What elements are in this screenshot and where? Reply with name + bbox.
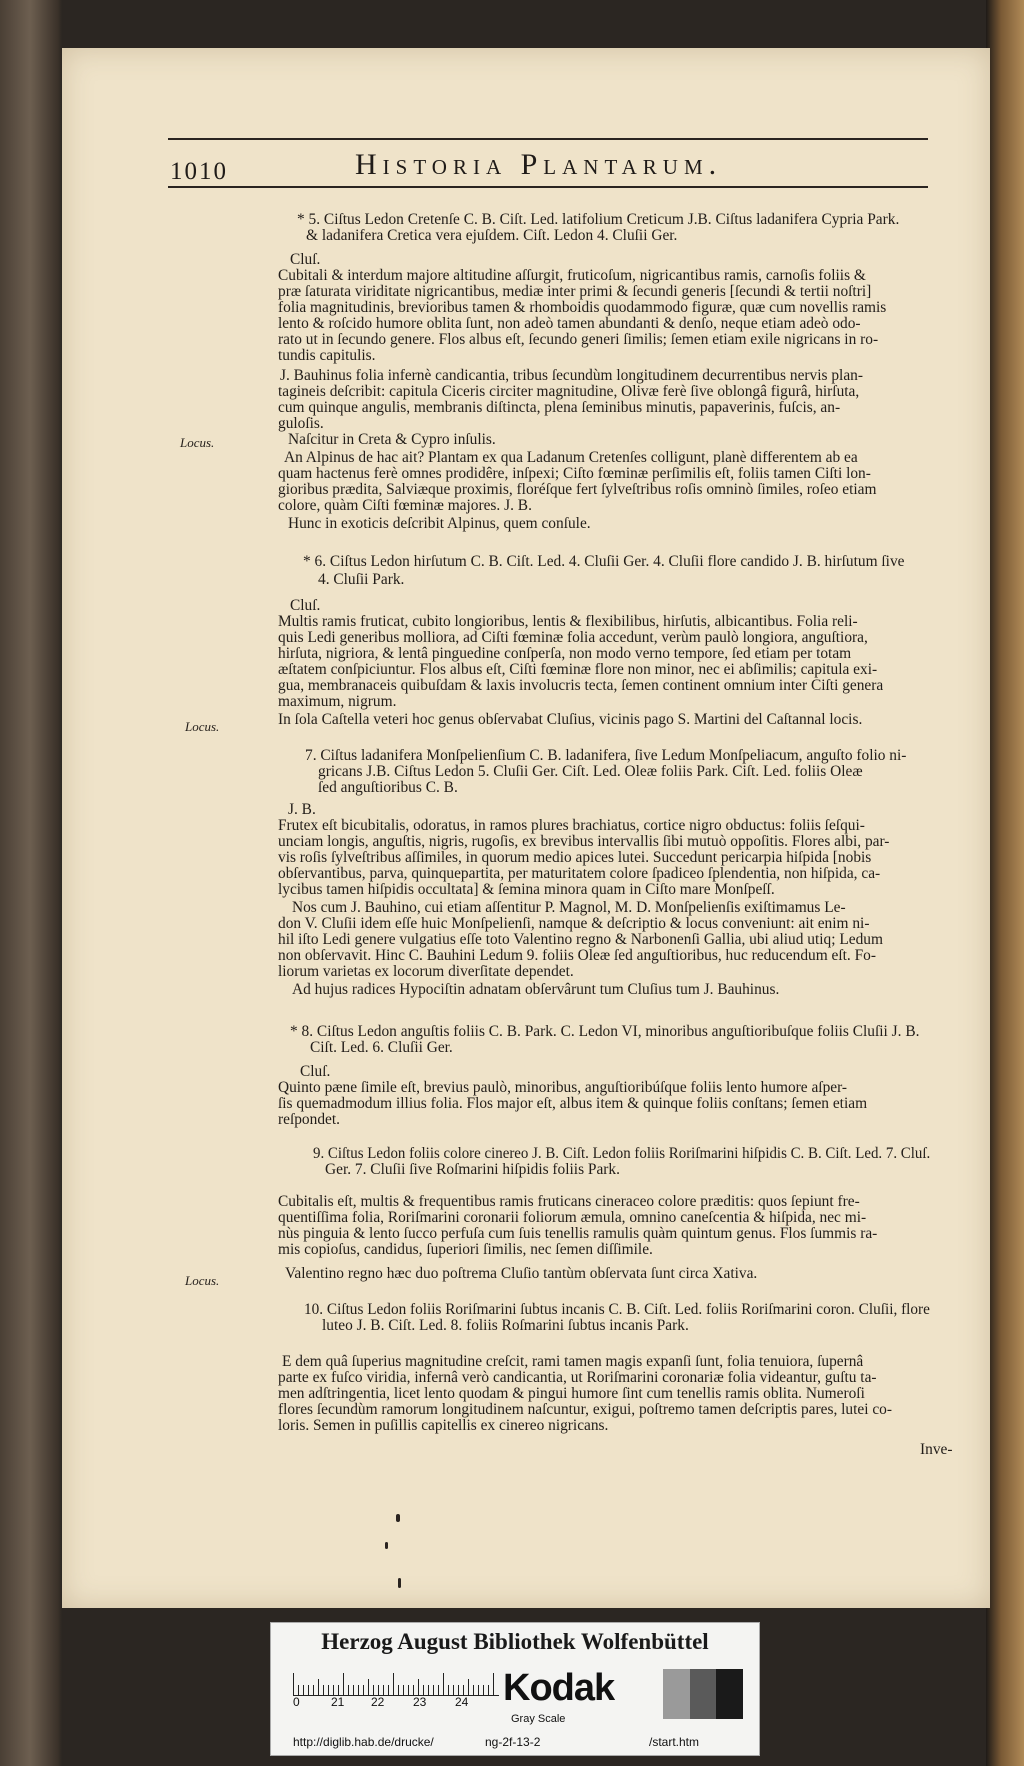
ruler-tick [433, 1685, 434, 1695]
ruler-tick [298, 1685, 299, 1695]
text-line: colore, quàm Ciſti fœminæ majores. J. B. [278, 497, 532, 514]
ruler-tick [343, 1673, 344, 1695]
text-line: flores ſecundùm ramorum longitudinem naſcuntur, exigui, poſtremo tamen deſcriptis pares, lutei co- [278, 1401, 892, 1418]
text-line: ſed anguſtioribus C. B. [318, 779, 458, 796]
ruler-tick [453, 1685, 454, 1695]
text-line: * 8. Ciſtus Ledon anguſtis foliis C. B. Park. C. Ledon VI, minoribus anguſtioribuſque foliis Cluſii J. B. [290, 1023, 920, 1040]
text-line: In ſola Caſtella veteri hoc genus obſervabat Cluſius, vicinis pago S. Martini del Caſtannal locis. [278, 711, 863, 728]
text-line: vis roſis ſylveſtribus aſſimiles, in quorum medio apices lutei. Succedunt pericarpia hiſpida [nobis [278, 849, 872, 866]
text-line: quis Ledi generibus molliora, ad Ciſti fœminæ folia accedunt, verùm paulò longiora, anguſtiora, [278, 629, 868, 646]
ruler-tick [458, 1685, 459, 1695]
url-label: http://diglib.hab.de/drucke/ [293, 1735, 434, 1749]
ruler-label: 24 [455, 1695, 469, 1709]
text-line: reſpondet. [278, 1111, 340, 1128]
text-line: liorum varietas ex locorum diverſitate dependet. [278, 963, 574, 980]
ink-speck [385, 1542, 388, 1549]
text-line: men adſtringentia, licet lento quodam & pingui humore ſint cum tenellis ramis oblita. Numeroſi [278, 1385, 865, 1402]
text-line: gricans J.B. Ciſtus Ledon 5. Cluſii Ger. Ciſt. Led. Oleæ foliis Park. Ciſt. Led. foliis Oleæ [318, 763, 863, 780]
ruler-tick [438, 1685, 439, 1695]
ruler-tick [403, 1685, 404, 1695]
swatch [716, 1669, 743, 1719]
margin-note-locus: Locus. [180, 435, 215, 450]
ruler-tick [333, 1685, 334, 1695]
ruler-tick [328, 1685, 329, 1695]
text-line: lycibus tamen hiſpidis occultata] & ſemina minora quam in Ciſto mare Monſpeſſ. [278, 881, 775, 898]
text-line: Cluſ. [300, 1063, 331, 1080]
ruler-tick [448, 1685, 449, 1695]
start-label: /start.htm [649, 1735, 700, 1749]
ruler-tick [373, 1685, 374, 1695]
ruler-tick [363, 1685, 364, 1695]
ruler-tick [443, 1673, 444, 1695]
text-line: An Alpinus de hac ait? Plantam ex qua Ladanum Cretenſes colligunt, planè differentem ab ea [284, 449, 858, 466]
ruler-label: 0 [293, 1695, 300, 1709]
margin-note-locus: Locus. [185, 719, 220, 734]
text-line: * 5. Ciſtus Ledon Cretenſe C. B. Ciſt. Led. latifolium Creticum J.B. Ciſtus ladanifera Cypria Park. [297, 211, 900, 228]
text-line: nùs pinguia & lento ſucco perfuſa cum ſuis tenellis ramulis quàm quintum genus. Flos ſummis ra- [278, 1225, 878, 1242]
text-line: 7. Ciſtus ladanifera Monſpelienſium C. B. ladanifera, ſive Ledum Monſpeliacum, anguſto folio ni- [305, 747, 907, 764]
text-line: Cubitali & interdum majore altitudine aſſurgit, fruticoſum, nigricantibus ramis, carnoſis foliis & [278, 267, 866, 284]
text-line: hirſuta, nigriora, & lentâ pinguedine conſperſa, non modo verno tempore, ſed etiam per totam [278, 645, 852, 662]
text-line: gua, membranaceis quibuſdam & laxis involucris tecta, ſemen continent omnium inter Ciſti genera [278, 677, 884, 694]
text-line: E dem quâ ſuperius magnitudine creſcit, rami tamen magis expanſi ſunt, folia tenuiora, ſupernâ [282, 1353, 864, 1370]
text-line: ſis quemadmodum illius folia. Flos major eſt, albus item & quinque foliis conſtans; ſemen etiam [278, 1095, 868, 1112]
library-name: Herzog August Bibliothek Wolfenbüttel [321, 1629, 709, 1654]
text-line: maximum, nigrum. [278, 693, 397, 710]
text-line: Ger. 7. Cluſii ſive Roſmarini hiſpidis foliis Park. [325, 1161, 620, 1178]
ruler-tick [388, 1685, 389, 1695]
ruler-tick [313, 1685, 314, 1695]
swatch [690, 1669, 717, 1719]
text-line: æſtatem conſpiciuntur. Flos albus eſt, Ciſti fœminæ flore non minor, nec ei abſimilis; capitula exi- [278, 661, 878, 678]
ruler-tick [398, 1685, 399, 1695]
ruler-tick [463, 1685, 464, 1695]
text-line: Quinto pæne ſimile eſt, brevius paulò, minoribus, anguſtioribúſque foliis lento humore aſper- [278, 1079, 848, 1096]
text-line: folia magnitudinis, brevioribus tamen & rhomboidis quodammodo figuræ, quæ cum novellis ramis [278, 299, 887, 316]
ruler-tick [468, 1679, 469, 1695]
text-line: cum quinque angulis, membranis diſtincta, plena ſeminibus minutis, papaverinis, fuſcis, an- [278, 399, 841, 416]
text-line: Naſcitur in Creta & Cypro inſulis. [288, 431, 496, 448]
ruler-tick [318, 1679, 319, 1695]
ruler-tick [488, 1685, 489, 1695]
text-line: Ad hujus radices Hypociſtin adnatam obſervârunt tum Cluſius tum J. Bauhinus. [292, 981, 780, 998]
ruler-tick [493, 1673, 494, 1695]
text-line: rato ut in ſecundo genere. Flos albus eſt, ſecundo generi ſimilis; ſemen etiam exile nigricans in ro- [278, 331, 879, 348]
ruler-tick [483, 1685, 484, 1695]
text-line: parte ex fuſco viridia, infernâ verò candicantia, ut Roriſmarini coronariæ folia videantur, guſtu ta- [278, 1369, 877, 1386]
kodak-logo: Kodak [503, 1667, 615, 1709]
ruler-tick [413, 1685, 414, 1695]
text-line: Cluſ. [290, 597, 321, 614]
text-line: gioribus prædita, Salviæque proximis, floréſque fert ſylveſtribus roſis omninò ſimiles, roſeo etiam [278, 481, 877, 498]
shelfmark-label: ng-2f-13-2 [485, 1735, 541, 1749]
text-line: 4. Cluſii Park. [318, 571, 405, 588]
ruler-tick [378, 1685, 379, 1695]
swatch [663, 1669, 690, 1719]
text-line: Cluſ. [290, 251, 321, 268]
text-line: Hunc in exoticis deſcribit Alpinus, quem conſule. [288, 515, 591, 532]
ruler-tick [358, 1685, 359, 1695]
catchword: Inve- [920, 1441, 953, 1458]
ruler-tick [428, 1685, 429, 1695]
text-line: lento & roſcido humore oblita ſunt, non adeò tamen abundanti & denſo, neque etiam adeò odo- [278, 315, 861, 332]
ruler-label: 21 [331, 1695, 345, 1709]
gray-swatches [663, 1669, 743, 1719]
text-line: loris. Semen in puſillis capitellis ex cinereo nigricans. [278, 1417, 609, 1434]
text-line: tagineis deſcribit: capitula Ciceris circiter magnitudine, Olivæ ferè ſive oblongâ figurâ, hirſuta, [278, 383, 860, 400]
ink-speck [398, 1578, 401, 1588]
ruler-tick [383, 1685, 384, 1695]
text-line: J. B. [288, 801, 316, 818]
header-rule-top [168, 138, 928, 140]
ruler-tick [293, 1673, 294, 1695]
text-line: obſervantibus, parva, quinquepartita, per maturitatem colore ſpadiceo ſplendentia, non hiſpida, ca- [278, 865, 881, 882]
text-line: quam hactenus ferè omnes prodidêre, inſpexi; Ciſto fœminæ perſimilis eſt, foliis tamen Ciſti lon- [278, 465, 871, 482]
ruler-label: 23 [413, 1695, 427, 1709]
color-target-card [270, 1622, 760, 1756]
text-line: mis copioſus, candidus, ſuperiori ſimilis, nec ſemen diſſimile. [278, 1241, 653, 1258]
ruler-tick [323, 1685, 324, 1695]
text-line: quentiſſima folia, Roriſmarini coronarii foliorum æmula, omnino caneſcentia & hiſpida, nec mi- [278, 1209, 867, 1226]
ruler-tick [368, 1679, 369, 1695]
text-line: Valentino regno hæc duo poſtrema Cluſio tantùm obſervata ſunt circa Xativa. [285, 1265, 758, 1282]
ruler-label: 22 [371, 1695, 385, 1709]
text-line: don V. Cluſii idem eſſe huic Monſpelienſi, namque & deſcriptio & locus conveniunt: ait enim ni- [278, 915, 870, 932]
gray-scale-label: Gray Scale [511, 1713, 566, 1725]
ruler-tick [478, 1685, 479, 1695]
text-line: tundis capitulis. [278, 347, 376, 364]
ruler-tick [408, 1685, 409, 1695]
page-number: 1010 [170, 158, 228, 185]
text-line: & ladanifera Cretica vera ejuſdem. Ciſt. Ledon 4. Cluſii Ger. [306, 227, 678, 244]
ruler-tick [473, 1685, 474, 1695]
text-line: Nos cum J. Bauhino, cui etiam aſſentitur P. Magnol, M. D. Monſpelienſis exiſtimamus Le- [292, 899, 846, 916]
text-line: Ciſt. Led. 6. Cluſii Ger. [310, 1039, 453, 1056]
running-title: Historia Plantarum. [355, 148, 723, 181]
ink-speck [396, 1514, 400, 1522]
book-edge [986, 0, 1024, 1766]
text-line: 10. Ciſtus Ledon foliis Roriſmarini ſubtus incanis C. B. Ciſt. Led. foliis Roriſmarini coron. Cluſii, flore [304, 1301, 930, 1318]
text-line: guloſis. [278, 415, 324, 432]
ruler-tick [303, 1685, 304, 1695]
ruler-tick [348, 1685, 349, 1695]
header-rule-bottom [168, 186, 928, 188]
text-line: Frutex eſt bicubitalis, odoratus, in ramos plures brachiatus, cortice nigro obductus: foliis ſeſqui- [278, 817, 865, 834]
text-line: præ ſaturata viriditate nigricantibus, mediæ inter primi & ſecundi generis [ſecundi & tertii noſtri] [278, 283, 872, 300]
margin-note-locus: Locus. [185, 1273, 220, 1288]
text-line: * 6. Ciſtus Ledon hirſutum C. B. Ciſt. Led. 4. Cluſii Ger. 4. Cluſii flore candido J. B. hirſutum ſive [303, 553, 905, 570]
text-line: non obſervavit. Hinc C. Bauhini Ledum 9. foliis Oleæ ſed anguſtioribus, huc reducendum eſt. Fo- [278, 947, 876, 964]
text-line: luteo J. B. Ciſt. Led. 8. foliis Roſmarini ſubtus incanis Park. [322, 1317, 689, 1334]
ruler-tick [423, 1685, 424, 1695]
scale-ruler [293, 1665, 499, 1696]
text-line: hil iſto Ledi genere vulgatius eſſe toto Valentino regno & Narbonenſi Gallia, ubi aliud utiq; Ledum [278, 931, 883, 948]
ruler-tick [308, 1685, 309, 1695]
ruler-tick [393, 1673, 394, 1695]
ruler-tick [418, 1679, 419, 1695]
text-line: J. Bauhinus folia infernè candicantia, tribus ſecundùm longitudinem decurrentibus nervis plan- [280, 367, 863, 384]
ruler-tick [353, 1685, 354, 1695]
text-line: 9. Ciſtus Ledon foliis colore cinereo J. B. Ciſt. Ledon foliis Roriſmarini hiſpidis C. B. Ciſt. Led. 7. Cluſ. [313, 1145, 931, 1162]
text-line: unciam longis, anguſtis, nigris, rugoſis, ex brevibus intervallis ſibi mutuò oppoſitis. Flores albi, par- [278, 833, 890, 850]
ruler-tick [338, 1685, 339, 1695]
text-line: Multis ramis fruticat, cubito longioribus, lentis & flexibilibus, hirſutis, albicantibus. Folia reli- [278, 613, 858, 630]
text-line: Cubitalis eſt, multis & frequentibus ramis fruticans cineraceo colore præditis: quos ſepiunt fre- [278, 1193, 860, 1210]
